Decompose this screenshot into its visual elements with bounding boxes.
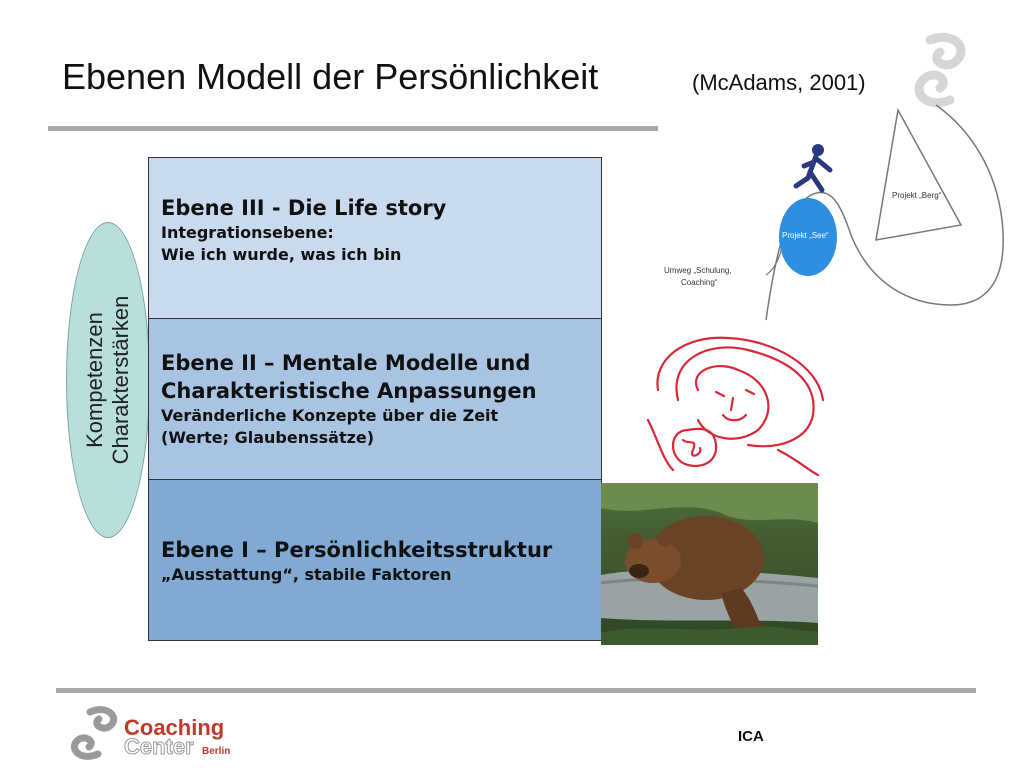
berg-triangle: [876, 110, 961, 240]
level-ii-line1: Veränderliche Konzepte über die Zeit: [161, 406, 499, 425]
oval-label-line1: Kompetenzen: [82, 312, 107, 448]
logo-word-berlin: Berlin: [202, 746, 231, 757]
bear-photo: [601, 483, 818, 645]
logo-word-center: Center: [124, 734, 194, 759]
coaching-center-swirl-logo: [900, 30, 980, 110]
label-umweg-1: Umweg „Schulung,: [664, 266, 732, 275]
footer-ica-label: ICA: [738, 728, 764, 745]
level-i-heading: Ebene I – Persönlichkeitsstruktur: [161, 538, 553, 562]
title-divider: [48, 126, 658, 131]
level-stack: [148, 157, 602, 641]
level-ii-box: [148, 318, 602, 480]
citation: (McAdams, 2001): [692, 70, 866, 95]
level-i-box: [148, 479, 602, 641]
level-ii-heading: Ebene II – Mentale Modelle und Charakteristische Anpassungen: [161, 351, 537, 403]
coaching-center-berlin-logo: [68, 702, 248, 762]
footer-divider: [56, 688, 976, 693]
child-drawing-image: [628, 330, 833, 480]
label-see: Projekt „See“: [782, 231, 829, 240]
mountain-journey-diagram: [636, 100, 1016, 325]
level-iii-line1: Integrationsebene:: [161, 223, 334, 242]
level-iii-line2: Wie ich wurde, was ich bin: [161, 245, 402, 264]
oval-label: [82, 296, 134, 465]
level-ii-line2: (Werte; Glaubenssätze): [161, 428, 375, 447]
label-berg: Projekt „Berg“: [892, 191, 942, 200]
level-iii-heading: Ebene III - Die Life story: [161, 196, 447, 220]
climber-icon: [796, 144, 830, 190]
label-umweg-2: Coaching“: [681, 278, 718, 287]
logo-word-coaching: Coaching: [124, 715, 225, 740]
page-title: Ebenen Modell der Persönlichkeit: [62, 56, 599, 97]
oval-label-line2: Charakterstärken: [108, 295, 133, 465]
level-i-line1: „Ausstattung“, stabile Faktoren: [161, 565, 452, 584]
level-iii-box: [148, 157, 602, 319]
